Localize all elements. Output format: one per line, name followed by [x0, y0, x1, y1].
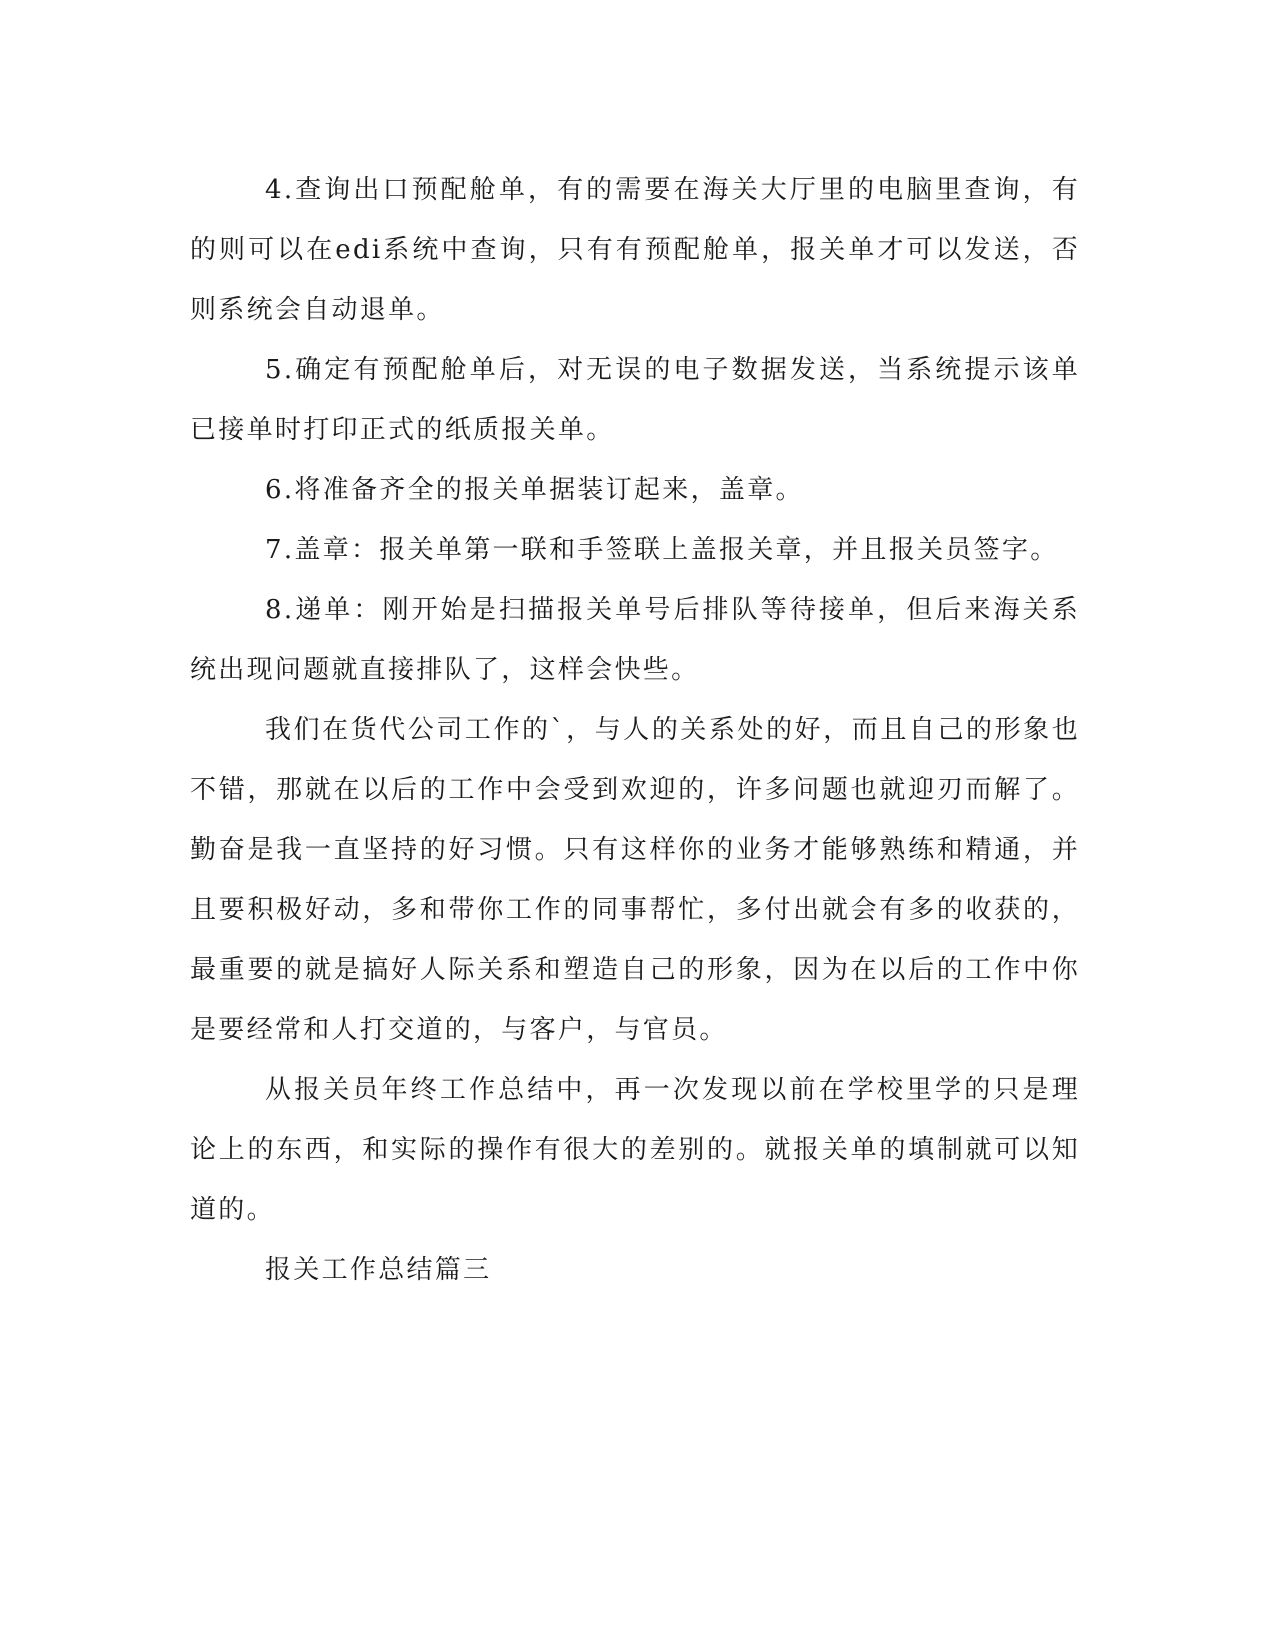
- paragraph-step-5: 5.确定有预配舱单后，对无误的电子数据发送，当系统提示该单已接单时打印正式的纸质报关单。: [190, 355, 1080, 445]
- paragraph-experience: 我们在货代公司工作的`，与人的关系处的好，而且自己的形象也不错，那就在以后的工作中会受到欢迎的，许多问题也就迎刃而解了。勤奋是我一直坚持的好习惯。只有这样你的业务才能够熟练和精通，并且要积极好动，多和带你工作的同事帮忙，多付出就会有多的收获的，最重要的就是搞好人际关系和塑造自己的形象，因为在以后的工作中你是要经常和人打交道的，与客户，与官员。: [190, 715, 1080, 1045]
- paragraph-step-7: 7.盖章：报关单第一联和手签联上盖报关章，并且报关员签字。: [265, 535, 1059, 565]
- document-body: [190, 160, 1080, 1300]
- paragraph-conclusion: 从报关员年终工作总结中，再一次发现以前在学校里学的只是理论上的东西，和实际的操作有很大的差别的。就报关单的填制就可以知道的。: [190, 1075, 1080, 1225]
- section-heading: 报关工作总结篇三: [265, 1255, 492, 1285]
- paragraph-step-6: 6.将准备齐全的报关单据装订起来，盖章。: [265, 475, 804, 505]
- paragraph-step-8: 8.递单：刚开始是扫描报关单号后排队等待接单，但后来海关系统出现问题就直接排队了，这样会快些。: [190, 595, 1080, 685]
- paragraph-step-4: 4.查询出口预配舱单，有的需要在海关大厅里的电脑里查询，有的则可以在edi系统中查询，只有有预配舱单，报关单才可以发送，否则系统会自动退单。: [190, 175, 1080, 325]
